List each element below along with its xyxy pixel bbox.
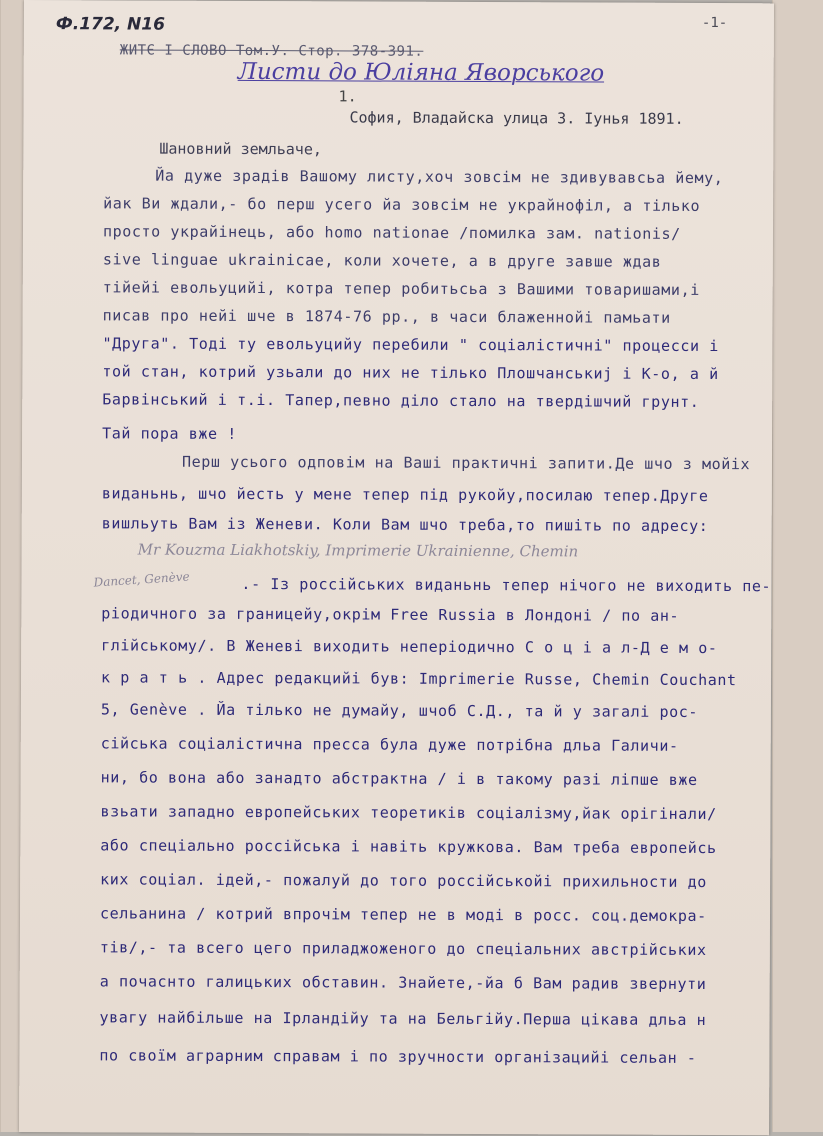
text-line: сельанина / котрий впрочім тепер не в моді в росс. соц.демокра- <box>99 904 707 925</box>
text-line: ріодичного за границейу,окрім Free Russia в Лондоні / по ан- <box>101 604 680 625</box>
text-line: Йа дуже зрадів Вашому листу,хоч зовсім не здивувавсьа йему, <box>155 166 724 188</box>
page-number: -1- <box>701 14 728 32</box>
text-line: sive linguae ukrainicae, коли хочете, а в друге завше ждав <box>102 250 662 271</box>
text-line: ких соціал. ідей,- пожалуй до того россійськойі прихильности до <box>100 870 707 891</box>
text-line: по своїм аграрним справам і по зручности організацийі сельан - <box>99 1046 697 1067</box>
text-line: к р а т ь . Адрес редакцийі був: Imprimerie Russe, Chemin Couchant <box>101 668 737 690</box>
source-reference: ЖИТЄ І СЛОВО Том.У. Стор. 378-391. <box>119 42 424 60</box>
handwritten-margin-note: Dancet, Genève <box>93 569 191 590</box>
salutation: Шановний земльаче, <box>159 139 322 159</box>
text-line: виданьнь, шчо йесть у мене тепер під рукойу,посилаю тепер.Друге <box>101 484 709 505</box>
document-page <box>19 0 774 1135</box>
text-line: "Друга". Тоді ту евольуцийу перебили " соціалістичні" процесси і <box>102 334 719 356</box>
text-line: глійському/. В Женеві виходить неперіодично С о ц і а л-Д е м о- <box>101 636 718 658</box>
text-line: увагу найбільше на Ірландійу та на Бельгійу.Перша цікава дльа н <box>99 1008 707 1029</box>
text-line: писав про нейі шче в 1874-76 рр., в часи блаженнойі памьати <box>102 306 671 327</box>
text-line: тійейі евольуцийі, котра тепер робитьсьа з Вашими товаришами,і <box>102 278 700 299</box>
text-line: тів/,- та всего цего приладжоженого до спеціальних австрійських <box>99 938 707 959</box>
text-line: Перш усього одповім на Ваші практичні запити.Де шчо з мойіх <box>181 452 751 474</box>
text-line: а почаснто галицьких обставин. Знайете,-йа б Вам радив звернути <box>99 972 707 993</box>
handwritten-address: Mr Kouzma Liakhotskiy, Imprimerie Ukrainienne, Chemin <box>137 540 579 561</box>
text-line: сійська соціалістична пресса була дуже потрібна дльа Галичи- <box>100 734 679 755</box>
text-line: або спеціально россійська і навіть кружкова. Вам треба европейсь <box>100 836 717 858</box>
text-line: той стан, котрий узьали до них не тілько Плошчанськиј і К-о, а й <box>102 362 719 384</box>
text-line: вишльуть Вам із Женеви. Коли Вам шчо треба,то пишіть по адресу: <box>101 514 709 535</box>
letter-number: 1. <box>338 87 357 106</box>
text-line: ни, бо вона або занадто абстрактна / і в такому разі ліпше вже <box>100 768 698 789</box>
text-line: Барвінський і т.і. Тапер,певно діло стало на твердішчий грунт. <box>102 390 700 411</box>
text-line: йак Ви ждали,- бо перш усего йа зовсім не украйнофіл, а тілько <box>103 194 701 215</box>
text-line: взьати западно европейських теоретиків соціалізму,йак орігінали/ <box>100 802 717 824</box>
text-line: Тай пора вже ! <box>102 424 237 443</box>
text-line: 5, Genève . Йа тілько не думайу, шчоб С.Д., та й у загалі рос- <box>100 700 699 721</box>
text-line: просто украйінець, або homo nationae /помилка зам. nationis/ <box>102 222 681 243</box>
archive-reference: Ф.172, N16 <box>55 14 166 35</box>
text-line: .- Із россійських виданьнь тепер нічого не виходить пе- <box>241 574 772 596</box>
document-title: Листи до Юліяна Яворського <box>237 58 605 87</box>
place-date: София, Владайска улица 3. Іунья 1891. <box>349 108 684 128</box>
